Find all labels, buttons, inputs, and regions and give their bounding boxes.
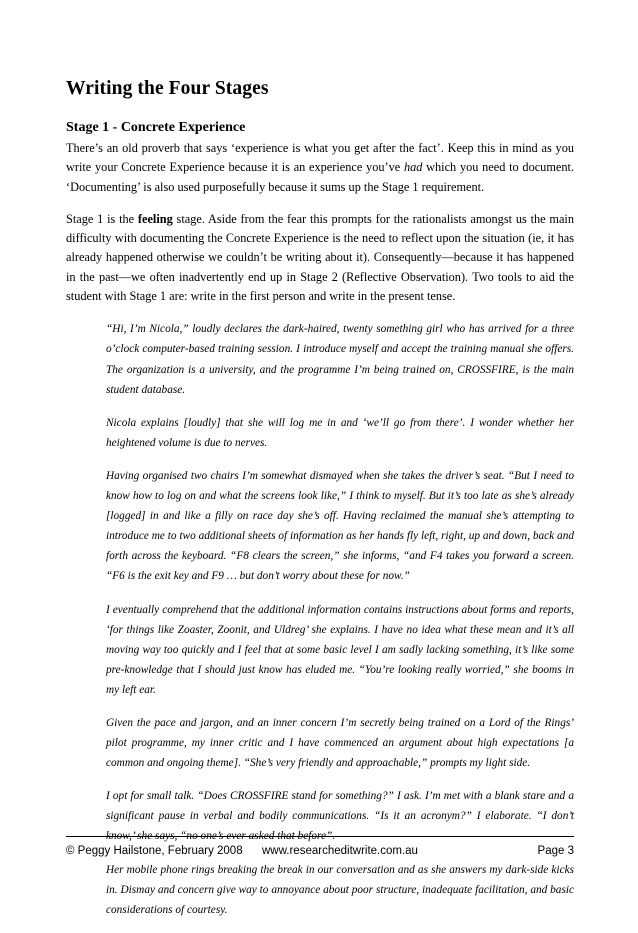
document-title: Writing the Four Stages — [66, 78, 269, 99]
body-paragraph — [66, 210, 574, 306]
body-paragraph — [66, 139, 574, 197]
text-run: had — [403, 160, 423, 175]
text-run: stage. Aside from the fear this prompts for the rationalists amongst us the main difficulty with documenting the Concrete Experience is the need to reflect upon the situation (ie, it has already happened otherwise we couldn’t be writing about it). Consequently—because it has happened in the past—we often inadvertently end up in Stage 2 (Reflective Observation). Two tools to aid the student with Stage 1 are: write in the first person and write in the present tense. — [66, 211, 574, 304]
quote-paragraph: Nicola explains [loudly] that she will log me in and ‘we’ll go from there’. I wonder whether her heightened volume is due to nerves. — [106, 416, 574, 449]
footer-page-number: Page 3 — [537, 845, 574, 857]
text-run: There’s an old proverb that says ‘experience is what you get after the fact’. Keep this in mind as you write your Concrete Experience because it is an experience you’ve — [66, 141, 574, 175]
text-run: feeling — [137, 211, 173, 226]
quoted-narrative — [106, 319, 574, 919]
text-run: which you need to document. ‘Documenting’ is also used purposefully because it sums up the Stage 1 requirement. — [66, 160, 574, 194]
page-footer — [66, 836, 574, 857]
body-paragraphs — [66, 139, 574, 306]
section-heading: Stage 1 - Concrete Experience — [66, 120, 246, 135]
quote-paragraph: “Hi, I’m Nicola,” loudly declares the dark-haired, twenty something girl who has arrived for a three o’clock computer-based training session. I introduce myself and accept the training manual she offers. The organization is a university, and the programme I’m being trained on, CROSSFIRE, is the main student database. — [106, 323, 574, 396]
quote-paragraph: I eventually comprehend that the additional information contains instructions about forms and reports, ‘for things like Zoaster, Zoonit, and Uldreg’ she explains. I have no idea what these mean and it’s all moving way too quickly and I feel that at some basic level I am sadly lacking something, it’s like some pre-knowledge that I should just know has eluded me. “You’re looking really worried,” she booms in my left ear. — [106, 603, 574, 696]
text-run: Stage 1 is the — [66, 211, 138, 226]
quote-paragraph: I opt for small talk. “Does CROSSFIRE stand for something?” I ask. I’m met with a blank stare and a significant pause in verbal and bodily communications. “Is it an acronym?” I elaborate. “I don’t know,’ she says, “no one’s ever asked that before”. — [106, 790, 574, 843]
footer-copyright: © Peggy Hailstone, February 2008 — [66, 845, 243, 857]
document-body — [66, 78, 574, 933]
quote-paragraph: Given the pace and jargon, and an inner concern I’m secretly being trained on a Lord of the Rings’ pilot programme, my inner critic and I have commenced an argument about high expectations [a common and ongoing theme]. “She’s very friendly and approachable,” prompts my light side. — [106, 716, 574, 770]
quote-paragraph: Her mobile phone rings breaking the break in our conversation and as she answers my dark-side kicks in. Dismay and concern give way to annoyance about poor structure, inadequate facilitation, and basic considerations of courtesy. — [106, 863, 574, 916]
footer-website: www.researcheditwrite.com.au — [262, 845, 418, 857]
quote-paragraph: Having organised two chairs I’m somewhat dismayed when she takes the driver’s seat. “But I need to know how to log on and what the screens look like,” I think to myself. But it’s too late as she’s already [logged] in and like a filly on race day she’s off. Having reclaimed the manual she’s attempting to introduce me to two additional sheets of information as her hands fly left, right, up and down, back and forth across the keyboard. “F8 clears the screen,” she informs, “and F4 takes you forward a screen. “F6 is the exit key and F9 … but don’t worry about these for now.” — [106, 469, 574, 583]
